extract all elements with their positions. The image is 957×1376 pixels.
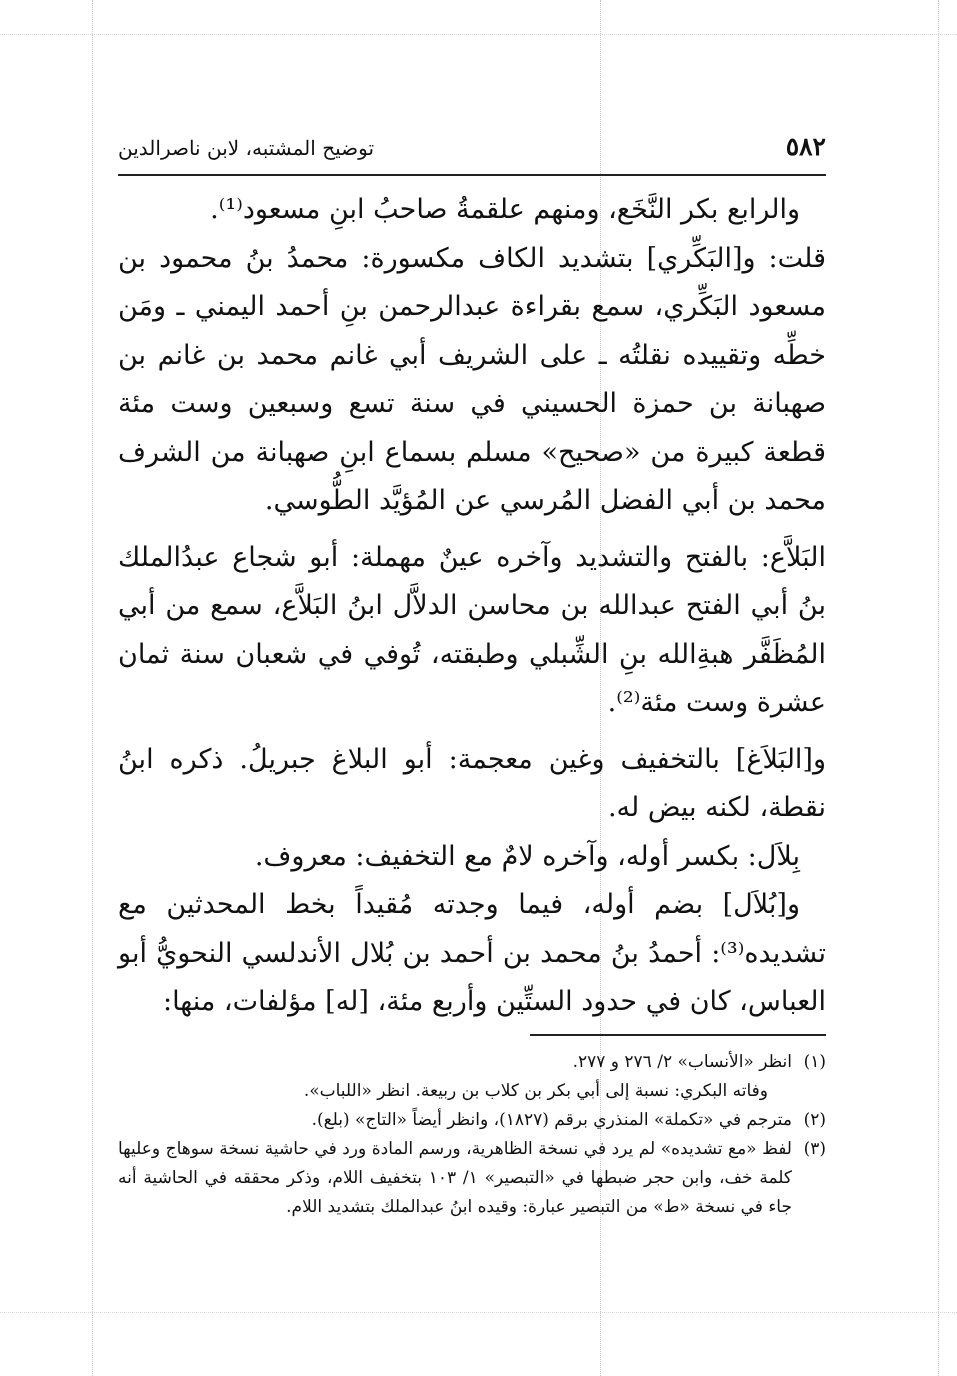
footnote-text: مترجم في «تكملة» المنذري برقم (١٨٢٧)، وانظر أيضاً «التاج» (بلع). [311,1110,792,1130]
footnote-2 [118,1106,826,1135]
scan-guide-line [0,34,957,35]
footnote-number: (٣) [803,1139,826,1159]
paragraph: والرابع بكر النَّخَع، ومنهم علقمةُ صاحبُ ابنِ مسعود⁽¹⁾. [210,194,800,225]
scan-guide-line [92,0,93,1376]
footnotes [118,1048,826,1222]
page-header [118,130,826,176]
footnote-1 [118,1048,826,1077]
scan-guide-line [0,1312,957,1313]
main-text [118,186,826,1027]
paragraph: البَلاَّع: بالفتح والتشديد وآخره عينٌ مهملة: أبو شجاع عبدُالملك بنُ أبي الفتح عبدالله بن محاسن الدلاَّل ابنُ البَلاَّع، سمع من أبي المُظَفَّر هبةِالله بنِ الشِّبلي وطبقته، تُوفي في شعبان سنة ثمان عشرة وست مئة⁽²⁾. [118,541,826,718]
footnote-3 [118,1135,826,1222]
paragraph: قلت: و[البَكِّري] بتشديد الكاف مكسورة: محمدُ بنُ محمود بن مسعود البَكِّري، سمع بقراءة عبدالرحمن بنِ أحمد اليمني ـ ومَن خطِّه وتقييده نقلتُه ـ على الشريف أبي غانم محمد بن غانم بن صهبانة بن حمزة الحسيني في سنة تسع وسبعين وست مئة قطعة كبيرة من «صحيح» مسلم بسماع ابنِ صهبانة من الشرف محمد بن أبي الفضل المُرسي عن المُؤيَّد الطُّوسي. [118,242,826,516]
footnote-text: لفظ «مع تشديده» لم يرد في نسخة الظاهرية، ورسم المادة ورد في حاشية نسخة سوهاج وعليها كلمة خف، وابن حجر ضبطها في «التبصير» ١/ ١٠٣ بتخفيف اللام، وذكر محققه في الحاشية أنه جاء في نسخة «ط» من التبصير عبارة: وقيده ابنُ عبدالملك بتشديد اللام. [118,1139,793,1217]
paragraph: و[البَلاَغ] بالتخفيف وغين معجمة: أبو البلاغ جبريلُ. ذكره ابنُ نقطة، لكنه بيض له. [118,743,826,823]
running-title: توضيح المشتبه، لابن ناصرالدين [118,136,375,160]
footnote-separator [530,1034,826,1036]
footnote-continuation: وفاته البكري: نسبة إلى أبي بكر بن كلاب بن ربيعة. انظر «اللباب». [303,1081,768,1101]
page-number: ٥٨٢ [785,132,826,161]
scan-guide-line [938,0,939,1376]
footnote-number: (٢) [803,1110,826,1130]
paragraph: و[بُلاَل] بضم أوله، فيما وجدته مُقيداً بخط المحدثين مع تشديده⁽³⁾: أحمدُ بنُ محمد بن أحمد بن بُلال الأندلسي النحويُّ أبو العباس، كان في حدود الستِّين وأربع مئة، [له] مؤلفات، منها: [118,889,826,1017]
footnote-text: انظر «الأنساب» ٢/ ٢٧٦ و ٢٧٧. [572,1052,792,1072]
footnote-number: (١) [803,1052,826,1072]
paragraph: بِلاَل: بكسر أوله، وآخره لامٌ مع التخفيف: معروف. [254,840,800,872]
